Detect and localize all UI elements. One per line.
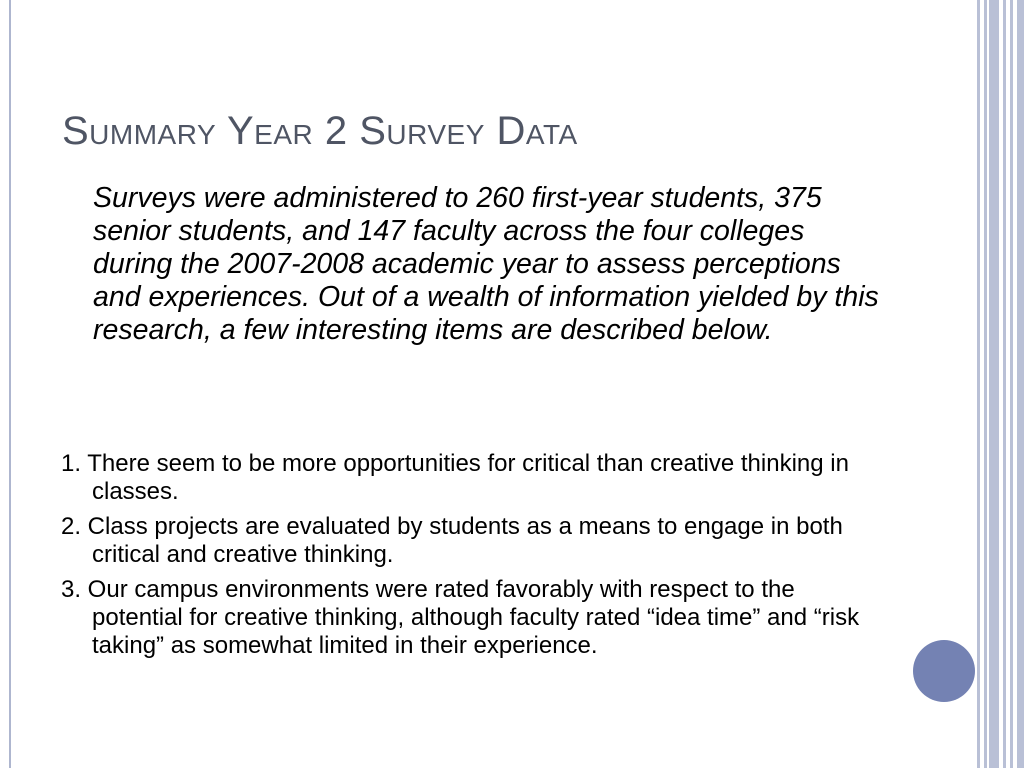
left-border-line	[9, 0, 11, 768]
list-item: 1. There seem to be more opportunities for critical than creative thinking in classes.	[61, 450, 849, 505]
decorative-stripe	[1017, 0, 1024, 768]
intro-paragraph: Surveys were administered to 260 first-year students, 375 senior students, and 147 faculty across the four colleges during the 2007-2008 academic year to assess perceptions and experiences. Out of a wealth of information yielded by this research, a few interesting items are described below.	[93, 182, 879, 346]
list-item: 2. Class projects are evaluated by students as a means to engage in both critical and creative thinking.	[61, 513, 843, 568]
decorative-circle	[913, 640, 975, 702]
list-item: 3. Our campus environments were rated favorably with respect to the potential for creative thinking, although faculty rated “idea time” and “risk taking” as somewhat limited in their experience.	[61, 576, 860, 659]
slide-title: Summary Year 2 Survey Data	[62, 109, 578, 153]
decorative-stripe	[977, 0, 980, 768]
decorative-stripe	[1003, 0, 1006, 768]
findings-list	[61, 450, 871, 667]
decorative-stripe	[989, 0, 999, 768]
decorative-stripe	[1010, 0, 1013, 768]
decorative-stripe	[984, 0, 987, 768]
